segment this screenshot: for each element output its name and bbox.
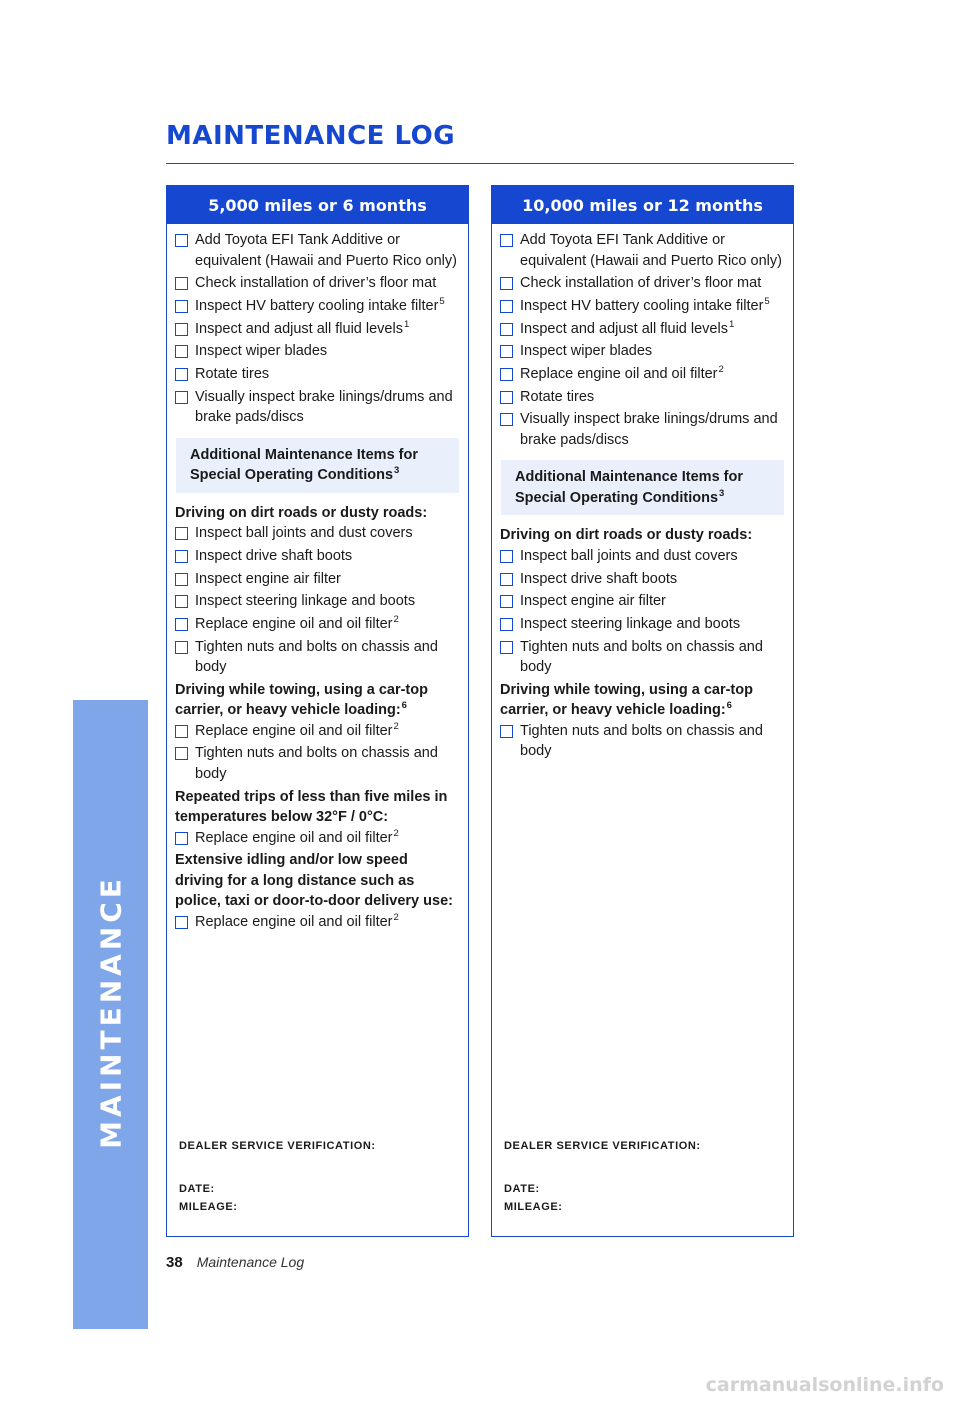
item-label: Inspect steering linkage and boots: [520, 615, 741, 632]
special-conditions-title: Additional Maintenance Items for Special Operating Conditions: [515, 469, 743, 506]
column-header: 10,000 miles or 12 months: [492, 186, 793, 224]
checkbox[interactable]: [500, 391, 513, 404]
checklist-item: [500, 591, 785, 612]
checklist-item-text: [520, 296, 785, 317]
item-label: Tighten nuts and bolts on chassis and body: [195, 745, 438, 782]
condition-heading-text: Driving on dirt roads or dusty roads:: [175, 504, 428, 521]
footnote-marker: 5: [764, 295, 770, 307]
checkbox[interactable]: [500, 345, 513, 358]
footnote-marker: 6: [401, 700, 407, 712]
item-label: Tighten nuts and bolts on chassis and body: [520, 722, 763, 760]
checkbox[interactable]: [175, 391, 188, 404]
item-label: Visually inspect brake linings/drums and brake pads/discs: [195, 388, 453, 426]
checklist-item-text: [195, 364, 460, 385]
checklist-item-text: [520, 364, 785, 385]
checklist-item: [500, 364, 785, 385]
item-label: Inspect HV battery cooling intake filter: [195, 297, 439, 314]
checklist-item: [175, 912, 460, 933]
checklist-item-text: [195, 614, 460, 635]
checklist-item: [175, 828, 460, 849]
checkbox[interactable]: [175, 725, 188, 738]
checklist-item-text: [195, 523, 460, 544]
side-tab-label: MAINTENANCE: [94, 875, 128, 1149]
title-divider: [166, 163, 794, 164]
checklist-item-text: [520, 721, 785, 762]
footnote-marker: 2: [393, 911, 399, 923]
item-label: Inspect engine air filter: [195, 570, 341, 587]
checkbox[interactable]: [175, 368, 188, 381]
checklist-item-text: [520, 230, 785, 271]
checklist-item: [175, 546, 460, 567]
checklist-item: [175, 364, 460, 385]
checklist-item: [175, 319, 460, 340]
item-label: Rotate tires: [195, 365, 270, 382]
checkbox[interactable]: [500, 595, 513, 608]
checkbox[interactable]: [175, 747, 188, 760]
checklist-item-text: [195, 569, 460, 590]
date-label: DATE:: [504, 1183, 540, 1195]
checkbox[interactable]: [500, 725, 513, 738]
footnote-marker: 3: [719, 487, 725, 499]
footnote-marker: 1: [403, 318, 410, 330]
column-header: 5,000 miles or 6 months: [167, 186, 468, 224]
footnote-marker: 2: [393, 720, 399, 732]
column-body: [492, 224, 793, 762]
item-label: Inspect and adjust all fluid levels: [520, 320, 728, 337]
checkbox[interactable]: [175, 323, 188, 336]
item-label: Inspect wiper blades: [520, 343, 653, 360]
checkbox[interactable]: [175, 550, 188, 563]
checkbox[interactable]: [175, 618, 188, 631]
mileage-label: MILEAGE:: [179, 1201, 238, 1213]
checklist-item-text: [520, 273, 785, 294]
item-label: Add Toyota EFI Tank Additive or equivalent (Hawaii and Puerto Rico only): [195, 232, 457, 269]
dealer-verification-label: DEALER SERVICE VERIFICATION:: [179, 1140, 376, 1152]
checklist-item: [175, 591, 460, 612]
checklist-item-text: [195, 637, 460, 678]
item-label: Inspect drive shaft boots: [520, 570, 678, 587]
checkbox[interactable]: [500, 618, 513, 631]
dealer-verification: [179, 1137, 376, 1216]
item-label: Replace engine oil and oil filter: [195, 722, 393, 739]
condition-heading-text: Driving while towing, using a car-top carrier, or heavy vehicle loading:: [175, 681, 428, 719]
dealer-verification-label: DEALER SERVICE VERIFICATION:: [504, 1140, 701, 1152]
checklist-item: [500, 387, 785, 408]
checklist-item: [500, 637, 785, 678]
item-label: Visually inspect brake linings/drums and brake pads/discs: [520, 411, 778, 448]
footnote-marker: 2: [393, 827, 399, 839]
checklist-item: [500, 319, 785, 340]
checklist-item-text: [520, 591, 785, 612]
checklist-item: [500, 273, 785, 294]
checklist-item: [175, 743, 460, 784]
checkbox[interactable]: [175, 527, 188, 540]
item-label: Replace engine oil and oil filter: [195, 829, 393, 846]
item-label: Tighten nuts and bolts on chassis and body: [520, 638, 763, 676]
checklist-item: [175, 721, 460, 742]
checklist-item: [175, 341, 460, 362]
footnote-marker: 3: [394, 465, 400, 477]
checklist-item: [500, 721, 785, 762]
watermark: carmanualsonline.info: [705, 1374, 944, 1396]
item-label: Replace engine oil and oil filter: [520, 365, 718, 382]
checklist-item-text: [520, 546, 785, 567]
maintenance-column-10000: [491, 185, 794, 1237]
checklist-item-text: [520, 409, 785, 450]
item-label: Replace engine oil and oil filter: [195, 615, 393, 632]
checkbox[interactable]: [500, 550, 513, 563]
checklist-item-text: [195, 387, 460, 428]
item-label: Inspect HV battery cooling intake filter: [520, 297, 764, 314]
checklist-item: [175, 387, 460, 428]
checkbox[interactable]: [500, 323, 513, 336]
checkbox[interactable]: [500, 413, 513, 426]
checklist-item-text: [195, 546, 460, 567]
footnote-marker: 1: [728, 318, 735, 330]
checklist-item: [500, 409, 785, 450]
item-label: Inspect engine air filter: [520, 593, 666, 610]
condition-heading-text: Driving while towing, using a car-top carrier, or heavy vehicle loading:: [500, 681, 753, 719]
item-label: Inspect steering linkage and boots: [195, 593, 416, 610]
footnote-marker: 6: [726, 700, 732, 712]
item-label: Inspect ball joints and dust covers: [195, 525, 413, 542]
checklist-item: [175, 523, 460, 544]
footer-section-label: Maintenance Log: [196, 1254, 305, 1270]
condition-heading: [175, 850, 460, 912]
checkbox[interactable]: [175, 573, 188, 586]
checklist-item: [500, 230, 785, 271]
condition-heading: [175, 503, 460, 524]
page-footer: [166, 1254, 304, 1271]
item-label: Check installation of driver’s floor mat: [520, 275, 762, 292]
dealer-verification: [504, 1137, 701, 1216]
page-number: 38: [166, 1254, 183, 1271]
condition-heading: [175, 787, 460, 828]
special-conditions-title: Additional Maintenance Items for Special Operating Conditions: [190, 446, 418, 484]
checklist-item: [500, 614, 785, 635]
checklist-item: [175, 637, 460, 678]
item-label: Add Toyota EFI Tank Additive or equivalent (Hawaii and Puerto Rico only): [520, 232, 782, 269]
checkbox[interactable]: [500, 234, 513, 247]
checklist-item-text: [195, 828, 460, 849]
checklist-item-text: [520, 387, 785, 408]
checkbox[interactable]: [175, 234, 188, 247]
checklist-item: [175, 273, 460, 294]
mileage-label: MILEAGE:: [504, 1201, 563, 1213]
special-conditions-box: [176, 438, 459, 493]
item-label: Inspect ball joints and dust covers: [520, 547, 738, 564]
checklist-item-text: [195, 912, 460, 933]
checklist-item-text: [195, 273, 460, 294]
checkbox[interactable]: [500, 641, 513, 654]
checklist-item: [500, 341, 785, 362]
footnote-marker: 2: [718, 363, 724, 375]
item-label: Replace engine oil and oil filter: [195, 913, 393, 930]
checklist-item: [500, 546, 785, 567]
checklist-item-text: [520, 614, 785, 635]
date-label: DATE:: [179, 1183, 215, 1195]
checklist-item-text: [195, 319, 460, 340]
checkbox[interactable]: [500, 573, 513, 586]
checklist-item: [175, 614, 460, 635]
checkbox[interactable]: [175, 641, 188, 654]
checkbox[interactable]: [175, 277, 188, 290]
footnote-marker: 2: [393, 613, 399, 625]
footnote-marker: 5: [439, 295, 445, 307]
checklist-item-text: [195, 341, 460, 362]
condition-heading: [500, 525, 785, 546]
checklist-item-text: [195, 230, 460, 271]
checklist-item-text: [195, 743, 460, 784]
item-label: Check installation of driver’s floor mat: [195, 275, 437, 292]
condition-heading-text: Extensive idling and/or low speed driving for a long distance such as police, taxi or door-to-door delivery use:: [175, 852, 453, 910]
checklist-item-text: [195, 296, 460, 317]
checklist-item-text: [195, 721, 460, 742]
condition-heading-text: Driving on dirt roads or dusty roads:: [500, 527, 753, 544]
checklist-item-text: [520, 637, 785, 678]
checkbox[interactable]: [175, 916, 188, 929]
checkbox[interactable]: [500, 368, 513, 381]
checkbox[interactable]: [175, 832, 188, 845]
page-title: MAINTENANCE LOG: [166, 121, 456, 151]
item-label: Inspect drive shaft boots: [195, 547, 353, 564]
checklist-item: [500, 569, 785, 590]
checkbox[interactable]: [500, 277, 513, 290]
checklist-item-text: [195, 591, 460, 612]
column-body: [167, 224, 468, 932]
checkbox[interactable]: [175, 595, 188, 608]
special-conditions-box: [501, 460, 784, 515]
checklist-item: [175, 569, 460, 590]
item-label: Rotate tires: [520, 388, 595, 405]
checklist-item-text: [520, 569, 785, 590]
condition-heading: [500, 680, 785, 721]
checklist-item-text: [520, 319, 785, 340]
checklist-item: [175, 296, 460, 317]
checkbox[interactable]: [500, 300, 513, 313]
item-label: Inspect wiper blades: [195, 343, 328, 360]
maintenance-column-5000: [166, 185, 469, 1237]
condition-heading: [175, 680, 460, 721]
checkbox[interactable]: [175, 300, 188, 313]
item-label: Inspect and adjust all fluid levels: [195, 320, 403, 337]
item-label: Tighten nuts and bolts on chassis and body: [195, 638, 438, 676]
condition-heading-text: Repeated trips of less than five miles in temperatures below 32°F / 0°C:: [175, 788, 448, 826]
checklist-item: [500, 296, 785, 317]
checklist-item-text: [520, 341, 785, 362]
checkbox[interactable]: [175, 345, 188, 358]
checklist-item: [175, 230, 460, 271]
